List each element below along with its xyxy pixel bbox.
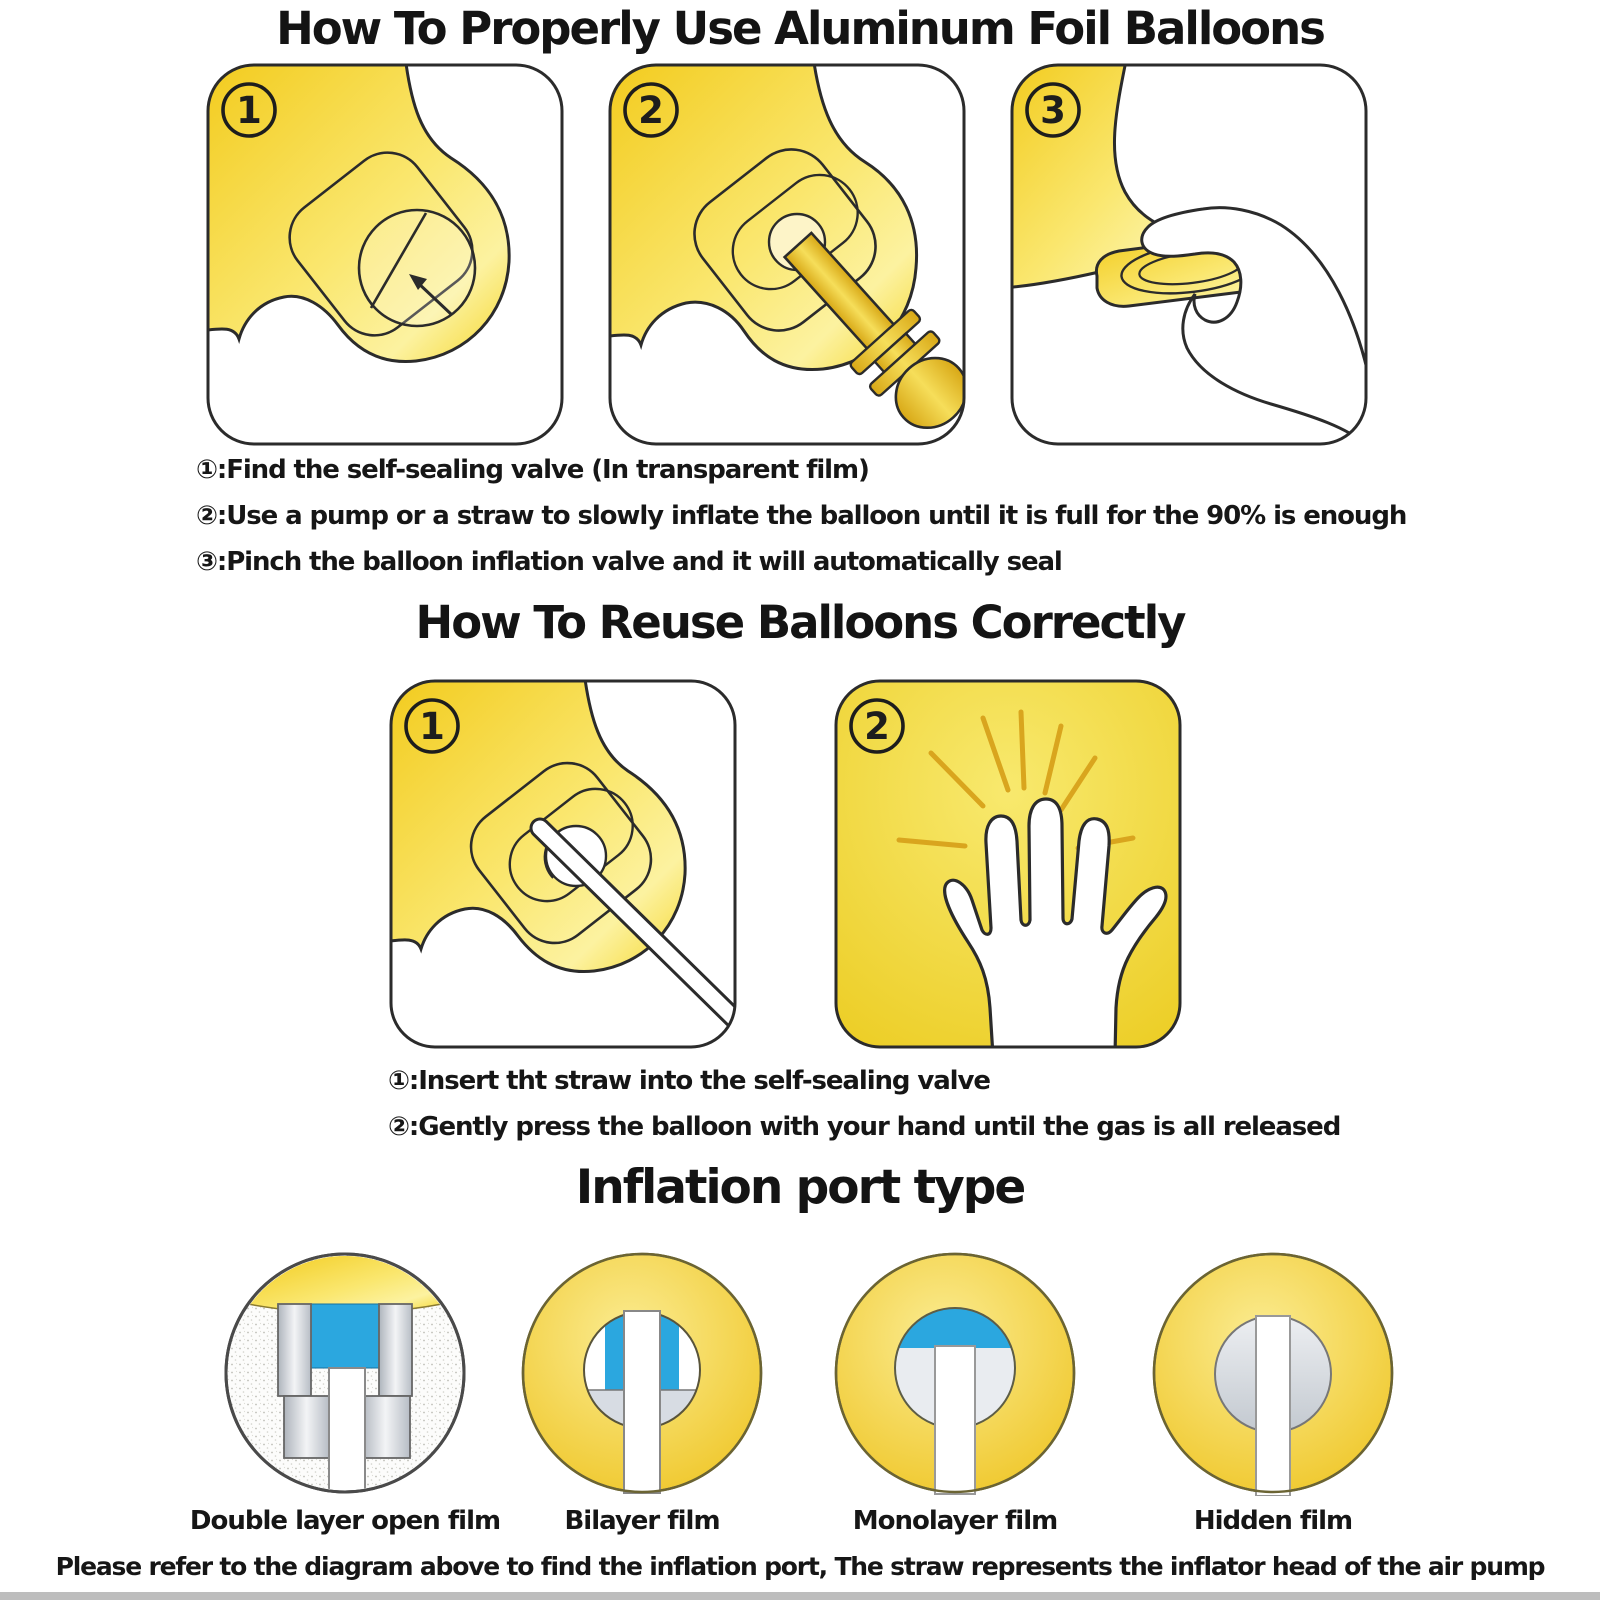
svg-text:1: 1 (236, 89, 262, 132)
port-double-layer-open-film (222, 1250, 468, 1496)
step-line: ②:Use a pump or a straw to slowly inflate the balloon until it is full for the 90% is enough (196, 501, 1407, 531)
inflate-panels-row (205, 62, 1369, 447)
straw-icon (624, 1311, 660, 1493)
panel-press-release (833, 678, 1183, 1050)
svg-text:2: 2 (638, 89, 664, 132)
svg-text:3: 3 (1040, 89, 1066, 132)
svg-text:2: 2 (864, 705, 890, 748)
section-inflate-title: How To Properly Use Aluminum Foil Balloons (276, 2, 1324, 55)
section-reuse-title: How To Reuse Balloons Correctly (415, 596, 1185, 649)
pinching-hand-icon (1142, 208, 1369, 447)
straw-icon (329, 1368, 365, 1496)
step-line: ①:Insert tht straw into the self-sealing valve (388, 1066, 990, 1096)
svg-text:1: 1 (419, 705, 445, 748)
port-hidden-film (1150, 1250, 1396, 1496)
step-line: ③:Pinch the balloon inflation valve and it will automatically seal (196, 547, 1062, 577)
section-ports-title: Inflation port type (575, 1160, 1025, 1215)
port-label: Hidden film (1193, 1506, 1353, 1536)
step-line: ②:Gently press the balloon with your hand until the gas is all released (388, 1112, 1341, 1142)
reuse-panels-row (388, 678, 1183, 1050)
straw-icon (935, 1346, 975, 1494)
straw-icon (1256, 1316, 1290, 1496)
reuse-steps (388, 1058, 1340, 1150)
panel-find-valve (205, 62, 565, 447)
panel-inflate-pump (607, 62, 967, 447)
port-label: Bilayer film (564, 1506, 720, 1536)
inflate-steps (196, 447, 1406, 585)
port-monolayer-film (832, 1250, 1078, 1496)
bottom-edge-bar (0, 1592, 1600, 1600)
panel-insert-straw (388, 678, 738, 1050)
film-blue (311, 1304, 379, 1368)
panel-pinch-seal (1009, 62, 1369, 447)
port-label: Monolayer film (852, 1506, 1058, 1536)
step-line: ①:Find the self-sealing valve (In transparent film) (196, 455, 869, 485)
port-bilayer-film (519, 1250, 765, 1496)
footnote: Please refer to the diagram above to find the inflation port, The straw represents the inflator head of the air pump (55, 1552, 1545, 1581)
port-label: Double layer open film (189, 1506, 501, 1536)
